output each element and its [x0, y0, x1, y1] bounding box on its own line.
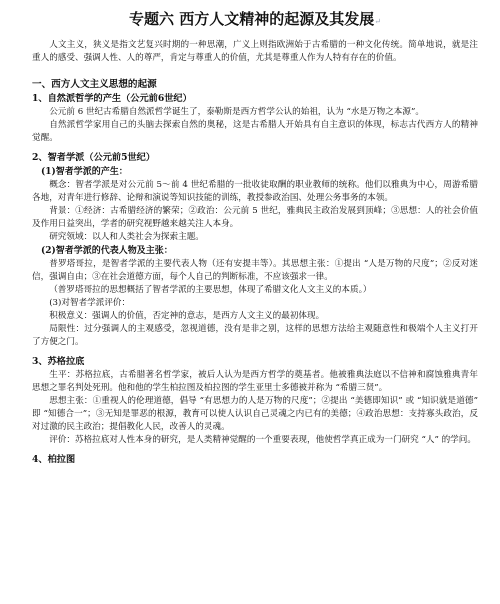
paragraph-concept: 概念：智者学派是对公元前 5～前 4 世纪希腊的一批收徒取酬的职业教师的统称。他们以雅典为中心，周游希腊各地，对青年进行修辞、论辩和演说等知识技能的训练，教授参政治国、处理公务事务的本领。: [32, 180, 478, 203]
subheading-4: 4、柏拉图: [32, 454, 76, 465]
subheading-2-2: (2)智者学派的代表人物及主张：: [41, 246, 173, 256]
paragraph-socrates-thought: 思想主张：①重视人的伦理道德，倡导 “有思想力的人是万物的尺度”；②提出 “美德即知识” 或 “知识就是道德” 即 “知德合一”；③无知是罪恶的根源，教育可以使人认识自己灵魂之内已有的美德；④政治思想：支持寡头政治，反对过激的民主政治；提倡教化人民，改善人的灵魂。: [32, 396, 478, 432]
paragraph-positive: 积极意义：强调人的价值，否定神的意志，是西方人文主义的最初体现。: [49, 311, 325, 321]
paragraph-natural-2: 自然派哲学家用自己的头脑去探索自然的奥秘，这是古希腊人开始具有自主意识的体现，标志古代西方人的精神觉醒。: [32, 120, 478, 143]
return-mark-icon: ↵: [374, 17, 381, 26]
section-heading-1: 一、西方人文主义思想的起源: [32, 79, 157, 90]
subheading-2-1: (1)智者学派的产生：: [41, 167, 128, 177]
paragraph-field: 研究领域：以人和人类社会为探索主题。: [49, 232, 204, 242]
paragraph-note: （普罗塔哥拉的思想概括了智者学派的主要思想，体现了希腊文化人文主义的本质。）: [49, 285, 372, 295]
paragraph-natural-1: 公元前 6 世纪古希腊自然派哲学诞生了，泰勒斯是西方哲学公认的始祖，认为 “水是万物之本源”。: [49, 107, 424, 117]
subheading-1-1: 1、自然派哲学的产生（公元前6世纪）: [32, 93, 192, 104]
paragraph-protagoras: 普罗塔哥拉，是智者学派的主要代表人物（还有安提丰等）。其思想主张：①提出 “人是万物的尺度”；②反对迷信，强调自由；③在社会道德方面，每个人自己的判断标准，不应该强求一律。: [32, 259, 478, 282]
page-title: 专题六 西方人文精神的起源及其发展↵: [129, 10, 381, 28]
intro-paragraph: 人文主义，狭义是指文艺复兴时期的一种思潮，广义上则指欧洲始于古希腊的一种文化传统。简单地说，就是注重人的感受、强调人性、人的尊严，肯定与尊重人的价值，尤其是尊重人作为人特有存在的价值。: [32, 40, 478, 63]
paragraph-background: 背景：①经济：古希腊经济的繁荣；②政治：公元前 5 世纪，雅典民主政治发展到顶峰；③思想：人的社会价值及作用日益突出，学者的研究视野越来越关注人本身。: [32, 206, 478, 229]
paragraph-socrates-eval: 评价：苏格拉底对人性本身的研究，是人类精神觉醒的一个重要表现，他使哲学真正成为一门研究 “人” 的学问。: [49, 435, 476, 445]
subheading-2: 2、智者学派（公元前5世纪）: [32, 152, 156, 163]
subheading-3: 3、苏格拉底: [32, 356, 85, 367]
paragraph-socrates-life: 生平：苏格拉底，古希腊著名哲学家，被后人认为是西方哲学的奠基者。他被雅典法庭以不信神和腐蚀雅典青年思想之罪名判处死刑。他和他的学生柏拉图及柏拉图的学生亚里士多德被并称为 “希腊三贤”。: [32, 370, 478, 393]
paragraph-limitation: 局限性：过分强调人的主观感受，忽视道德，没有是非之别，这样的思想方法给主观随意性和极端个人主义打开了方便之门。: [32, 324, 478, 347]
eval-heading: (3)对智者学派评价：: [49, 298, 131, 308]
